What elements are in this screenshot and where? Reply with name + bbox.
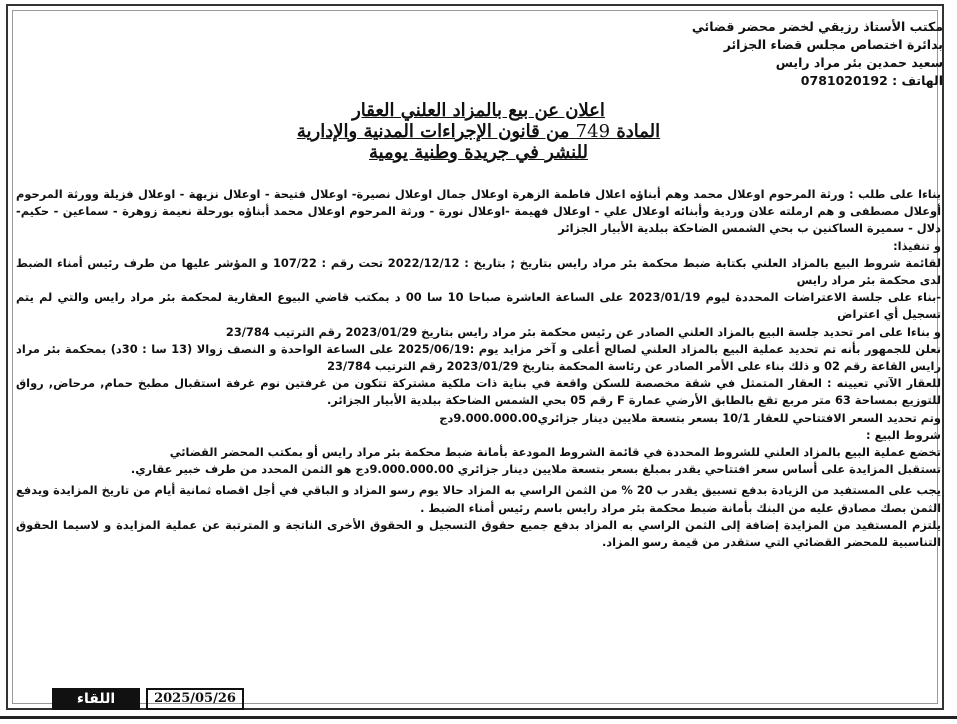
article-number: 749 <box>575 121 611 142</box>
office-name: مكتب الأستاذ رزيقي لخضر محضر قضائي <box>691 19 943 34</box>
body-paragraph-price: وتم تحديد السعر الافتتاحي للعقار 10/1 بسعر بتسعة ملايين دينار جزائري9.000.000.00دج <box>439 410 941 425</box>
office-address: سعيد حمدين بئر مراد رايس <box>775 55 943 70</box>
article-prefix: المادة <box>616 121 661 142</box>
body-paragraph-terms-2: تستقبل المزايدة على أساس سعر افتتاحي يقدر بمبلغ بسعر بتسعة ملايين دينار جزائري 9.000.000.00دج هو الثمن المحدد من طرف خبير عقاري. <box>130 462 941 477</box>
body-paragraph-auction-date: نعلن للجمهور بأنه تم تحديد عملية البيع بالمزاد العلني لصالح أعلى و آخر مزايد يوم :2025/06/19 على الساعة الواحدة و النصف زوالا (13 سا : 30د) بمحكمة بئر مراد رايس القاعة رقم 02 و ذلك بناء على الأمر الصادر عن رئاسة المحكمة بتاريخ 2023/01/29 رقم الترتيب 23/784 <box>16 341 942 374</box>
publication-date: 2025/05/26 <box>146 688 244 710</box>
body-paragraph-conditions-list: لقائمة شروط البيع بالمزاد العلني بكتابة ضبط محكمة بئر مراد رايس بتاريخ ; بتاريخ : 2022/12/12 تحت رقم : 107/22 و المؤشر عليها من طرف رئيس أمناء الضبط لدى محكمة بئر مراد رايس <box>16 255 941 288</box>
body-paragraph-terms-4: يلتزم المستفيد من المزايدة إضافة إلى الثمن الراسي به المزاد بدفع جميع حقوق التسجيل و الحقوق الأخرى الناتجة و المترتبة عن عملية المزايدة و لاسيما الحقوق التناسبية للمحضر القضائي التي ستقدر من قيمة رسو المزاد. <box>16 517 941 550</box>
body-paragraph-property: للعقار الآتي تعيينه : العقار المتمثل في شقة مخصصة للسكن واقعة في بناية ذات ملكية مشتركة تتكون من غرفتين نوم غرفة استقبال مطبخ حمام, مرحاض, رواق للتوزيع بمساحة 63 متر مربع تقع بالطابق الأرضي عمارة F رقم 05 بحي الشمس الضاحكة ببلدية الأبيار الجزائر. <box>16 376 941 408</box>
article-law: من قانون الإجراءات المدنية والإدارية <box>296 121 570 142</box>
body-paragraph-sale-terms-heading: شروط البيع : <box>866 427 941 442</box>
announcement-title: اعلان عن بيع بالمزاد العلني العقار <box>352 100 605 121</box>
body-paragraph-execution: و تنفيذا: <box>893 238 941 253</box>
body-paragraph-request: بناءا على طلب : ورثة المرحوم اوعلال محمد وهم أبناؤه اعلال فاطمة الزهرة اوعلال جمال اوعلال نصيرة- اوعلال فتيحة - اوعلال نزيهة - اوعلال فزيلة وورثة المرحوم أوعلال مصطفى و هم ارملته علان وردية وأبنائه اوعلال علي - اوعلال فهيمة -اوعلال نورة - ورثة المرحوم اوعلال محمد أبناؤه بورحلة نعيمة زوهرة - سماعين - حكيم- دلال - سميرة الساكنين ب بحي الشمس الضاحكة ببلدية الأبيار الجزائر <box>16 187 941 236</box>
body-paragraph-objections: -بناء على جلسة الاعتراضات المحددة ليوم 2023/01/19 على الساعة العاشرة صباحا 10 سا 00 د بمكتب قاضي البيوع العقارية لمحكمة بئر مراد رايس والتي لم يتم تسجيل أي اعتراض <box>16 290 941 322</box>
body-paragraph-order: و بناءا على امر تحديد جلسة البيع بالمزاد العلني الصادر عن رئيس محكمة بئر مراد رايس بتاريخ 2023/01/29 رقم الترتيب 23/784 <box>225 324 941 339</box>
article-reference <box>250 121 707 142</box>
publication-note: للنشر في جريدة وطنية يومية <box>368 142 589 163</box>
bottom-rule <box>0 716 957 719</box>
newspaper-name: اللقاء <box>52 688 140 710</box>
office-phone: الهاتف : 0781020192 <box>800 73 943 88</box>
announcement-body <box>16 186 941 551</box>
office-jurisdiction: بدائرة اختصاص مجلس قضاء الجزائر <box>723 37 943 52</box>
body-paragraph-terms-3: يجب على المستفيد من الزيادة بدفع تسبيق يقدر ب 20 % من الثمن الراسي به المزاد حالا يوم رسو المزاد و الباقي في أجل اقصاه ثمانية أيام من تاريخ المزايدة ويدفع الثمن بصك مصادق عليه من البنك بأمانة ضبط محكمة بئر مراد رايس باسم رئيس أمناء الضبط . <box>16 483 941 515</box>
bailiff-office-header <box>523 18 943 90</box>
body-paragraph-terms-1: تخضع عملية البيع بالمزاد العلني للشروط المحددة في قائمة الشروط المودعة بأمانة ضبط محكمة بئر مراد رايس أو بمكتب المحضر القضائي <box>169 445 941 460</box>
announcement-title-block <box>250 100 707 163</box>
